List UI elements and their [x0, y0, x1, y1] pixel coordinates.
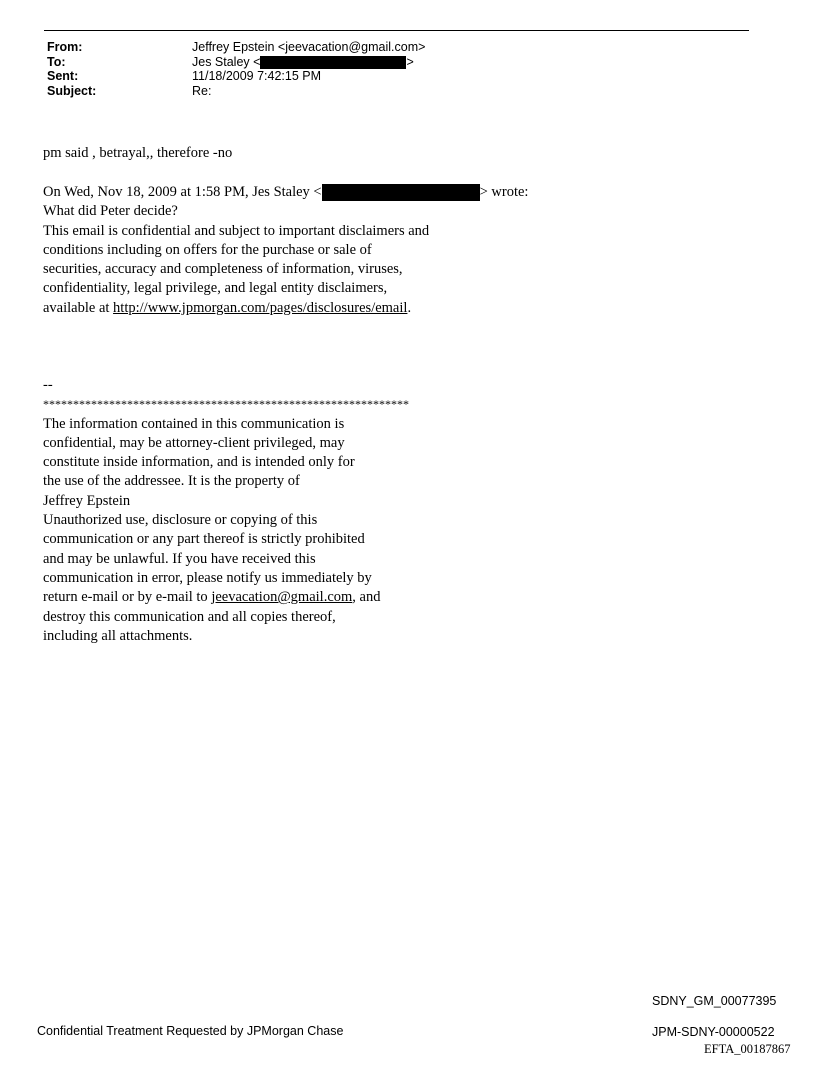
disclosures-link[interactable]: http://www.jpmorgan.com/pages/disclosures/email — [113, 299, 408, 316]
disclaimer-available-line — [43, 299, 528, 318]
redaction-box — [260, 56, 406, 69]
signature-line: communication or any part thereof is strictly prohibited — [43, 531, 365, 548]
from-label: From: — [47, 40, 83, 54]
redaction-box — [322, 184, 480, 201]
signature-return-line — [43, 588, 409, 607]
quote-intro-suffix: > wrote: — [479, 184, 529, 200]
disclaimer-line: This email is confidential and subject to important disclaimers and — [43, 222, 430, 239]
header-rule — [44, 30, 749, 31]
signature-line: and may be unlawful. If you have received this — [43, 550, 316, 567]
bates-sdny: SDNY_GM_00077395 — [652, 994, 777, 1008]
signature-line: including all attachments. — [43, 627, 193, 644]
subject-row — [47, 84, 425, 99]
to-prefix: Jes Staley < — [192, 54, 261, 69]
signature-line: communication in error, please notify us immediately by — [43, 569, 372, 586]
subject-value: Re: — [192, 83, 212, 98]
to-row — [47, 55, 425, 70]
signature-line: destroy this communication and all copies thereof, — [43, 608, 336, 625]
from-row — [47, 40, 425, 55]
email-link[interactable]: jeevacation@gmail.com — [211, 589, 353, 606]
signature-line: Unauthorized use, disclosure or copying of this — [43, 512, 318, 529]
available-suffix: . — [407, 299, 412, 316]
to-value — [192, 55, 414, 70]
quoted-message — [43, 183, 528, 318]
quote-question: What did Peter decide? — [43, 203, 178, 220]
to-suffix: > — [406, 54, 414, 69]
signature-stars: ************************************************************* — [43, 397, 409, 412]
to-label: To: — [47, 54, 66, 69]
sent-value: 11/18/2009 7:42:15 PM — [192, 69, 322, 83]
signature-line: the use of the addressee. It is the property of — [43, 473, 300, 490]
return-suffix: , and — [352, 589, 381, 606]
signature-line: constitute inside information, and is intended only for — [43, 454, 355, 471]
email-header — [47, 40, 425, 98]
available-prefix: available at — [43, 299, 114, 316]
signature-line: Jeffrey Epstein — [43, 492, 131, 509]
signature-dashes: -- — [43, 377, 53, 393]
return-prefix: return e-mail or by e-mail to — [43, 589, 212, 606]
signature-line: confidential, may be attorney-client privileged, may — [43, 434, 345, 451]
from-value: Jeffrey Epstein <jeevacation@gmail.com> — [192, 40, 426, 54]
disclaimer-line: conditions including on offers for the purchase or sale of — [43, 241, 372, 258]
confidential-footer: Confidential Treatment Requested by JPMorgan Chase — [37, 1024, 344, 1038]
sent-row — [47, 69, 425, 84]
disclaimer-line: securities, accuracy and completeness of information, viruses, — [43, 261, 403, 278]
reply-text: pm said , betrayal,, therefore -no — [43, 145, 233, 161]
bates-efta: EFTA_00187867 — [704, 1042, 791, 1056]
sent-label: Sent: — [47, 69, 79, 83]
reply-body — [43, 144, 232, 163]
disclaimer-line: confidentiality, legal privilege, and legal entity disclaimers, — [43, 280, 388, 297]
quote-intro — [43, 183, 528, 202]
signature-line: The information contained in this communication is — [43, 415, 345, 432]
subject-label: Subject: — [47, 83, 97, 98]
quote-intro-prefix: On Wed, Nov 18, 2009 at 1:58 PM, Jes Staley < — [43, 184, 322, 200]
signature-block — [43, 376, 409, 646]
bates-jpm: JPM-SDNY-00000522 — [652, 1025, 775, 1039]
